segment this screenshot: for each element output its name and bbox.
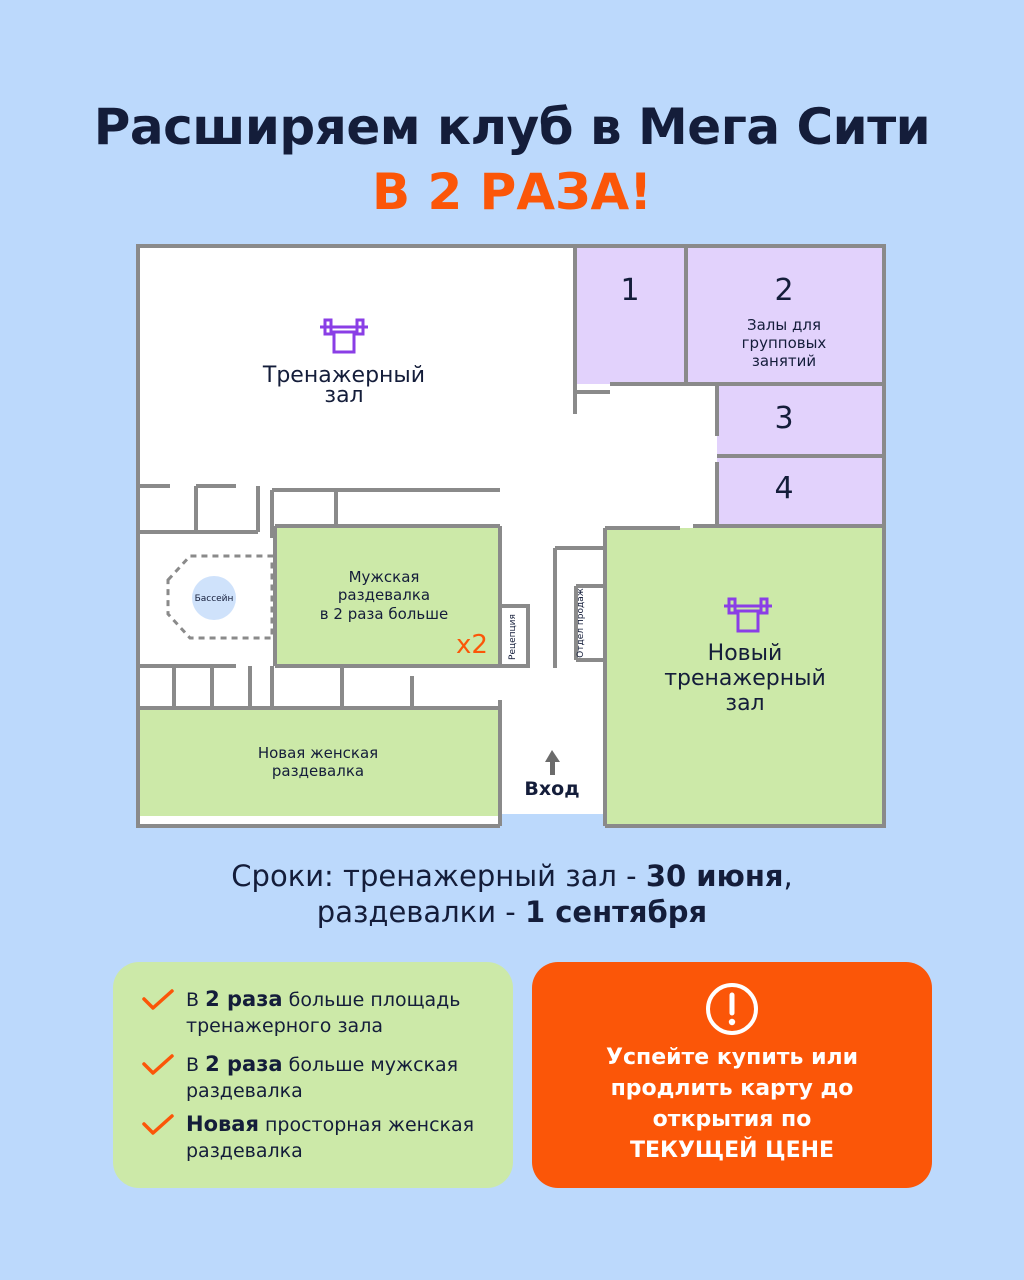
exclamation-icon: [705, 982, 759, 1036]
cta-card: [532, 962, 932, 1188]
cta-line-2: продлить карту до: [610, 1076, 854, 1101]
cta-line-3: открытия по: [652, 1107, 812, 1132]
benefit-pre: В: [186, 989, 206, 1011]
room-3: [717, 384, 884, 456]
womens-locker-label-1: Новая женская: [257, 744, 379, 762]
room-1: [575, 246, 686, 384]
group-rooms-label-3: занятий: [751, 352, 817, 370]
room-4: [717, 456, 884, 526]
room-2-number: 2: [774, 273, 794, 308]
benefit-rest: больше площадь тренажерного зала: [186, 989, 461, 1037]
entrance-gap: [500, 814, 605, 828]
benefit-bold: Новая: [186, 1112, 259, 1136]
check-icon: [141, 988, 175, 1012]
benefit-text: [186, 1111, 506, 1164]
pool-label: Бассейн: [194, 594, 234, 604]
benefit-text: [186, 986, 506, 1039]
x2-badge: x2: [456, 630, 488, 660]
page-subtitle: В 2 РАЗА!: [371, 163, 653, 221]
sales-label: Отдел продаж: [576, 588, 586, 658]
room-3-number: 3: [774, 401, 794, 436]
benefit-rest: больше мужская раздевалка: [186, 1054, 459, 1102]
dates-line-2-date: 1 сентября: [524, 895, 708, 929]
dates-line-1-suffix: ,: [783, 859, 793, 893]
benefit-bold: 2 раза: [205, 1052, 283, 1076]
reception-label: Рецепция: [508, 614, 518, 660]
benefit-rest: просторная женская раздевалка: [186, 1114, 475, 1162]
dates-text: [0, 858, 1024, 930]
cta-line-1: Успейте купить или: [605, 1045, 859, 1070]
new-gym-label-1: Новый: [707, 641, 783, 666]
mens-locker-label-1: Мужская: [348, 568, 420, 586]
benefit-text: [186, 1051, 506, 1104]
gym-label-2: зал: [324, 383, 364, 408]
new-gym-label-3: зал: [725, 691, 765, 716]
benefits-card: [113, 962, 513, 1188]
cta-text: [552, 1042, 912, 1166]
benefit-bold: 2 раза: [205, 987, 283, 1011]
room-4-number: 4: [774, 471, 794, 506]
dates-line-2-prefix: раздевалки -: [316, 895, 525, 929]
new-gym-label-2: тренажерный: [664, 666, 826, 691]
mens-locker-label-3: в 2 раза больше: [319, 605, 449, 623]
page-title: Расширяем клуб в Мега Сити: [93, 98, 931, 156]
womens-locker-label-2: раздевалка: [271, 762, 365, 780]
dates-line-2: [0, 894, 1024, 930]
group-rooms-label-1: Залы для: [747, 316, 821, 334]
cta-line-4: ТЕКУЩЕЙ ЦЕНЕ: [629, 1138, 835, 1163]
group-rooms-label-2: групповых: [741, 334, 827, 352]
dates-line-1: [0, 858, 1024, 894]
entrance-label: Вход: [524, 778, 580, 800]
gym-label-1: Тренажерный: [262, 363, 426, 388]
check-icon: [141, 1053, 175, 1077]
dates-line-1-prefix: Сроки: тренажерный зал -: [231, 859, 646, 893]
mens-locker-label-2: раздевалка: [337, 586, 431, 604]
check-icon: [141, 1113, 175, 1137]
room-1-number: 1: [620, 273, 640, 308]
dates-line-1-date: 30 июня: [645, 859, 784, 893]
benefit-pre: В: [186, 1054, 206, 1076]
